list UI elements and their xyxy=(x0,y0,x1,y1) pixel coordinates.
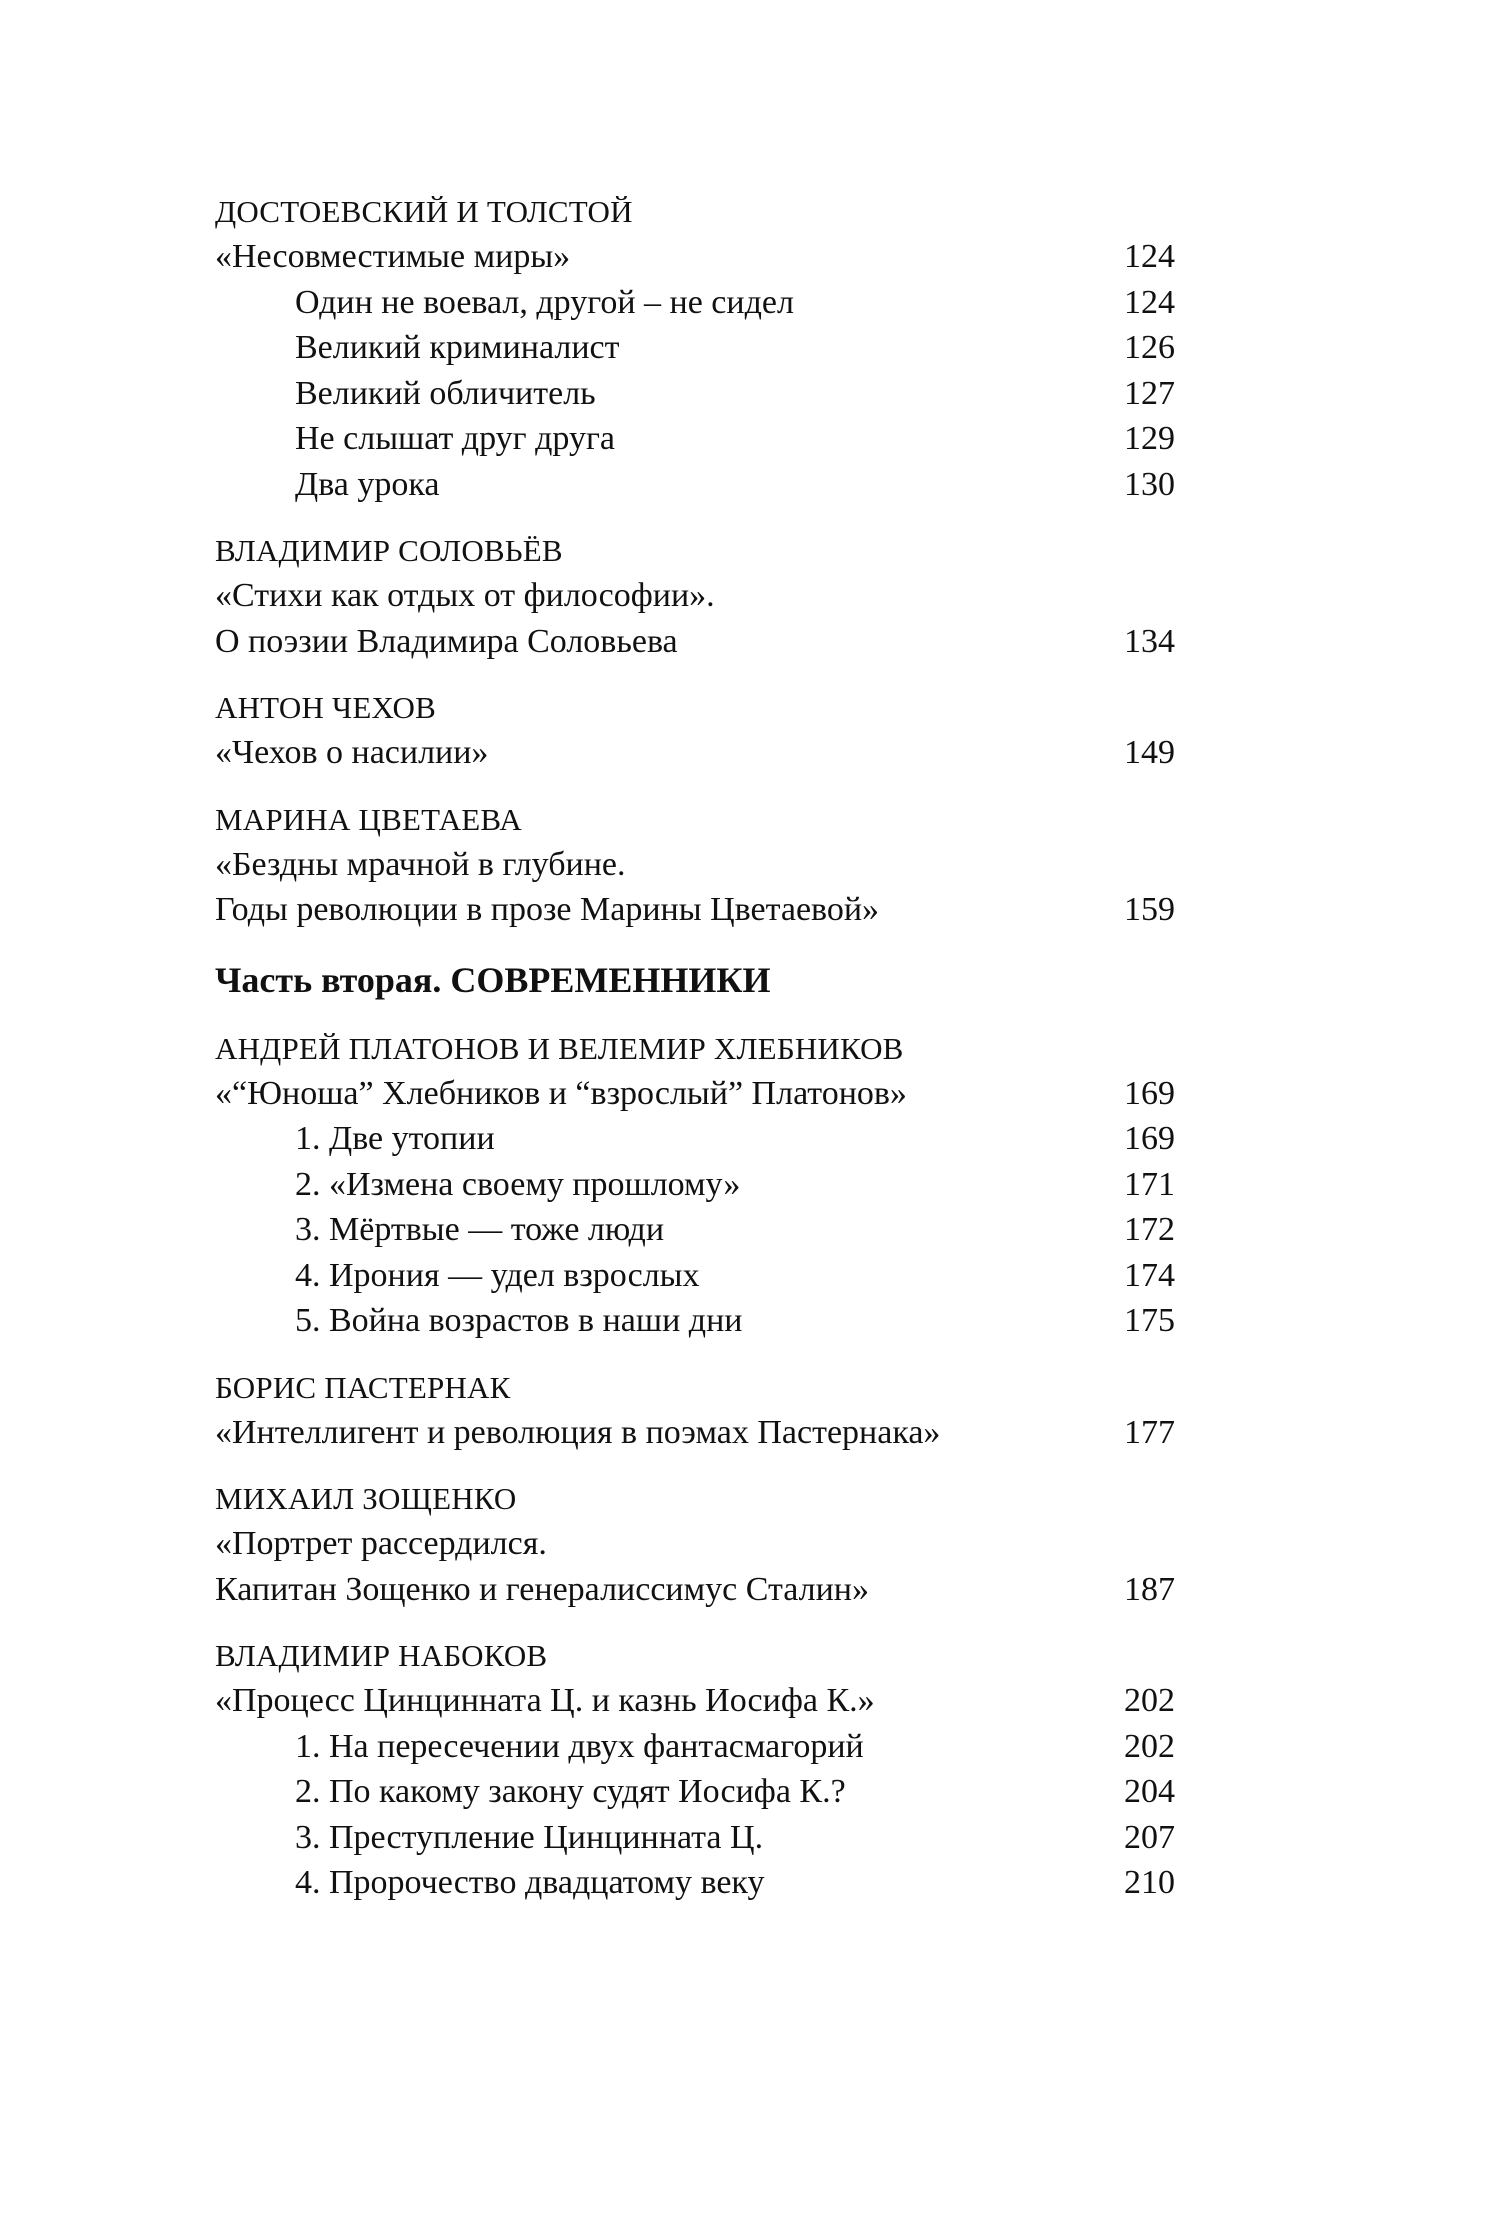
entry-page-number: 127 xyxy=(1124,374,1175,412)
toc-part-two xyxy=(215,1027,1175,1906)
entry-page-number: 171 xyxy=(1124,1165,1175,1203)
entry-page-number: 159 xyxy=(1124,891,1175,928)
entry-title: 1. На пересечении двух фантасмагорий xyxy=(295,1727,864,1765)
toc-section xyxy=(215,190,1175,507)
entry-page-number: 130 xyxy=(1124,465,1175,503)
entry-title: «Чехов о насилии» xyxy=(215,734,489,771)
entry-title: Не слышат друг друга xyxy=(295,420,615,457)
entry-title: «Стихи как отдых от философии». xyxy=(215,577,715,614)
entry-page-number: 174 xyxy=(1124,1256,1175,1294)
entry-page-number: 172 xyxy=(1124,1211,1175,1248)
section-author: АНДРЕЙ ПЛАТОНОВ И ВЕЛЕМИР ХЛЕБНИКОВ xyxy=(215,1030,904,1066)
toc-entry[interactable] xyxy=(215,887,1175,933)
toc-entry[interactable] xyxy=(215,1410,1175,1456)
toc-entry[interactable] xyxy=(215,573,1175,619)
entry-title: 2. «Измена своему прошлому» xyxy=(295,1165,741,1203)
entry-title: Капитан Зощенко и генералиссимус Сталин» xyxy=(215,1570,869,1608)
toc-section xyxy=(215,1634,1175,1906)
section-author: ВЛАДИМИР НАБОКОВ xyxy=(215,1638,548,1673)
section-author: ВЛАДИМИР СОЛОВЬЁВ xyxy=(215,533,563,568)
entry-title: 3. Мёртвые — тоже люди xyxy=(295,1211,665,1248)
section-author: МАРИНА ЦВЕТАЕВА xyxy=(215,801,522,837)
toc-entry[interactable] xyxy=(215,1071,1175,1117)
toc-entry[interactable] xyxy=(215,1678,1175,1724)
entry-page-number: 126 xyxy=(1124,329,1175,366)
entry-page-number: 175 xyxy=(1124,1302,1175,1339)
toc-section xyxy=(215,1477,1175,1612)
entry-title: О поэзии Владимира Соловьева xyxy=(215,622,678,660)
toc-subentry[interactable] xyxy=(215,1116,1175,1162)
entry-page-number: 169 xyxy=(1124,1074,1175,1112)
entry-title: Великий криминалист xyxy=(295,329,620,366)
part-title: Часть вторая. СОВРЕМЕННИКИ xyxy=(215,959,771,1000)
toc-section xyxy=(215,686,1175,776)
entry-title: 1. Две утопии xyxy=(295,1120,495,1157)
entry-page-number: 202 xyxy=(1124,1727,1175,1765)
section-author: БОРИС ПАСТЕРНАК xyxy=(215,1369,511,1405)
toc-subentry[interactable] xyxy=(215,1162,1175,1208)
toc-entry[interactable] xyxy=(215,619,1175,665)
entry-page-number: 149 xyxy=(1124,734,1175,771)
entry-title: 4. Ирония — удел взрослых xyxy=(295,1256,700,1294)
toc-subentry[interactable] xyxy=(215,1253,1175,1299)
toc-subentry[interactable] xyxy=(215,1207,1175,1253)
entry-page-number: 169 xyxy=(1124,1120,1175,1157)
entry-page-number: 187 xyxy=(1124,1570,1175,1608)
section-author: МИХАИЛ ЗОЩЕНКО xyxy=(215,1481,517,1516)
entry-page-number: 129 xyxy=(1124,420,1175,457)
toc-subentry[interactable] xyxy=(215,416,1175,462)
entry-page-number: 207 xyxy=(1124,1818,1175,1856)
toc-subentry[interactable] xyxy=(215,371,1175,417)
toc-entry[interactable] xyxy=(215,1521,1175,1567)
toc-subentry[interactable] xyxy=(215,1860,1175,1906)
entry-title: «Интеллигент и революция в поэмах Пастернака» xyxy=(215,1413,941,1451)
toc-entry[interactable] xyxy=(215,730,1175,776)
toc-section xyxy=(215,1366,1175,1456)
entry-title: «Несовместимые миры» xyxy=(215,238,571,275)
entry-title: «“Юноша” Хлебников и “взрослый” Платонов» xyxy=(215,1074,907,1112)
toc-subentry[interactable] xyxy=(215,1815,1175,1861)
entry-title: 4. Пророчество двадцатому веку xyxy=(295,1864,765,1901)
entry-title: 5. Война возрастов в наши дни xyxy=(295,1302,743,1339)
toc-subentry[interactable] xyxy=(215,1769,1175,1815)
entry-page-number: 204 xyxy=(1124,1773,1175,1810)
toc-page xyxy=(215,190,1175,1928)
entry-title: 3. Преступление Цинцинната Ц. xyxy=(295,1818,764,1856)
toc-entry[interactable] xyxy=(215,842,1175,888)
entry-page-number: 124 xyxy=(1124,283,1175,321)
entry-page-number: 210 xyxy=(1124,1864,1175,1901)
toc-part-one xyxy=(215,190,1175,933)
toc-section xyxy=(215,798,1175,933)
entry-page-number: 177 xyxy=(1124,1413,1175,1451)
toc-subentry[interactable] xyxy=(215,462,1175,508)
toc-section xyxy=(215,1027,1175,1344)
toc-section xyxy=(215,529,1175,664)
entry-title: Один не воевал, другой – не сидел xyxy=(295,283,794,321)
entry-page-number: 202 xyxy=(1124,1682,1175,1719)
entry-title: «Процесс Цинцинната Ц. и казнь Иосифа К.» xyxy=(215,1682,875,1719)
entry-title: Великий обличитель xyxy=(295,374,596,412)
section-author: ДОСТОЕВСКИЙ И ТОЛСТОЙ xyxy=(215,194,633,229)
toc-entry[interactable] xyxy=(215,1567,1175,1613)
entry-title: Годы революции в прозе Марины Цветаевой» xyxy=(215,891,880,928)
entry-page-number: 124 xyxy=(1124,238,1175,275)
section-author: АНТОН ЧЕХОВ xyxy=(215,690,436,725)
entry-page-number: 134 xyxy=(1124,622,1175,660)
entry-title: «Бездны мрачной в глубине. xyxy=(215,845,626,883)
toc-subentry[interactable] xyxy=(215,325,1175,371)
entry-title: 2. По какому закону судят Иосифа К.? xyxy=(295,1773,846,1810)
entry-title: «Портрет рассердился. xyxy=(215,1525,547,1562)
toc-subentry[interactable] xyxy=(215,280,1175,326)
toc-entry[interactable] xyxy=(215,234,1175,280)
entry-title: Два урока xyxy=(295,465,440,503)
toc-subentry[interactable] xyxy=(215,1298,1175,1344)
toc-subentry[interactable] xyxy=(215,1724,1175,1770)
